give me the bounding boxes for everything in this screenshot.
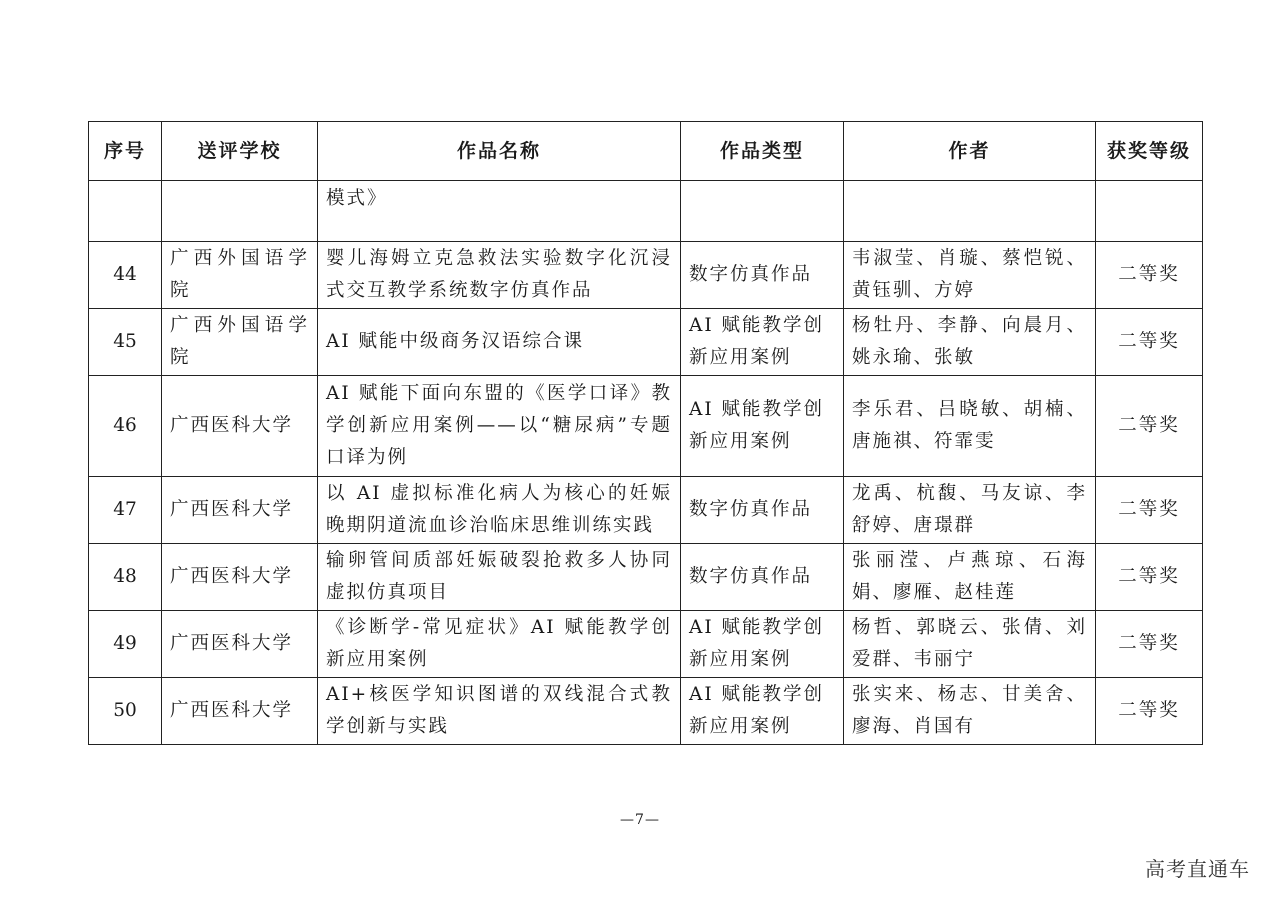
award-list-table — [88, 121, 1203, 745]
watermark-text: 高考直通车 — [1145, 857, 1250, 881]
table-header-row — [89, 122, 1203, 181]
header-title: 作品名称 — [318, 122, 681, 181]
header-school: 送评学校 — [162, 122, 318, 181]
cell-school: 广西医科大学 — [162, 544, 318, 611]
table-row — [89, 678, 1203, 745]
header-type: 作品类型 — [681, 122, 844, 181]
cell-type: AI 赋能教学创新应用案例 — [681, 309, 844, 376]
cell-title: 婴儿海姆立克急救法实验数字化沉浸式交互教学系统数字仿真作品 — [318, 242, 681, 309]
cell-title: 《诊断学-常见症状》AI 赋能教学创新应用案例 — [318, 611, 681, 678]
cell-number: 46 — [89, 376, 162, 477]
cell-title: 模式》 — [318, 181, 681, 242]
table-row — [89, 544, 1203, 611]
cell-authors: 张实来、杨志、甘美舍、廖海、肖国有 — [844, 678, 1096, 745]
table-row — [89, 309, 1203, 376]
cell-type: AI 赋能教学创新应用案例 — [681, 611, 844, 678]
cell-number: 49 — [89, 611, 162, 678]
cell-award: 二等奖 — [1096, 376, 1203, 477]
table-row — [89, 477, 1203, 544]
cell-school: 广西医科大学 — [162, 477, 318, 544]
cell-type: AI 赋能教学创新应用案例 — [681, 376, 844, 477]
table-row-continued — [89, 181, 1203, 242]
header-award: 获奖等级 — [1096, 122, 1203, 181]
cell-authors: 韦淑莹、肖璇、蔡恺锐、黄钰驯、方婷 — [844, 242, 1096, 309]
cell-award: 二等奖 — [1096, 611, 1203, 678]
table-row — [89, 376, 1203, 477]
cell-authors: 杨牡丹、李静、向晨月、姚永瑜、张敏 — [844, 309, 1096, 376]
cell-number: 44 — [89, 242, 162, 309]
cell-school: 广西医科大学 — [162, 376, 318, 477]
cell-school — [162, 181, 318, 242]
cell-school: 广西医科大学 — [162, 611, 318, 678]
cell-number: 47 — [89, 477, 162, 544]
table-row — [89, 611, 1203, 678]
cell-authors: 张丽滢、卢燕琼、石海娟、廖雁、赵桂莲 — [844, 544, 1096, 611]
cell-award: 二等奖 — [1096, 678, 1203, 745]
cell-title: 以 AI 虚拟标准化病人为核心的妊娠晚期阴道流血诊治临床思维训练实践 — [318, 477, 681, 544]
cell-authors: 杨哲、郭晓云、张倩、刘爱群、韦丽宁 — [844, 611, 1096, 678]
cell-type: 数字仿真作品 — [681, 544, 844, 611]
cell-type: 数字仿真作品 — [681, 242, 844, 309]
cell-number: 50 — [89, 678, 162, 745]
cell-type — [681, 181, 844, 242]
cell-award: 二等奖 — [1096, 544, 1203, 611]
page-number: —7— — [620, 812, 660, 828]
cell-award: 二等奖 — [1096, 477, 1203, 544]
cell-school: 广西医科大学 — [162, 678, 318, 745]
cell-title: AI+核医学知识图谱的双线混合式教学创新与实践 — [318, 678, 681, 745]
header-number: 序号 — [89, 122, 162, 181]
cell-school: 广西外国语学院 — [162, 242, 318, 309]
cell-number — [89, 181, 162, 242]
cell-authors: 龙禹、杭馥、马友谅、李舒婷、唐璟群 — [844, 477, 1096, 544]
cell-number: 45 — [89, 309, 162, 376]
cell-title: AI 赋能下面向东盟的《医学口译》教学创新应用案例——以“糖尿病”专题口译为例 — [318, 376, 681, 477]
table-row — [89, 242, 1203, 309]
header-authors: 作者 — [844, 122, 1096, 181]
cell-award: 二等奖 — [1096, 242, 1203, 309]
cell-title: AI 赋能中级商务汉语综合课 — [318, 309, 681, 376]
cell-authors — [844, 181, 1096, 242]
cell-authors: 李乐君、吕晓敏、胡楠、唐施祺、符霏雯 — [844, 376, 1096, 477]
cell-school: 广西外国语学院 — [162, 309, 318, 376]
cell-title: 输卵管间质部妊娠破裂抢救多人协同虚拟仿真项目 — [318, 544, 681, 611]
cell-type: AI 赋能教学创新应用案例 — [681, 678, 844, 745]
cell-number: 48 — [89, 544, 162, 611]
cell-award — [1096, 181, 1203, 242]
cell-award: 二等奖 — [1096, 309, 1203, 376]
cell-type: 数字仿真作品 — [681, 477, 844, 544]
